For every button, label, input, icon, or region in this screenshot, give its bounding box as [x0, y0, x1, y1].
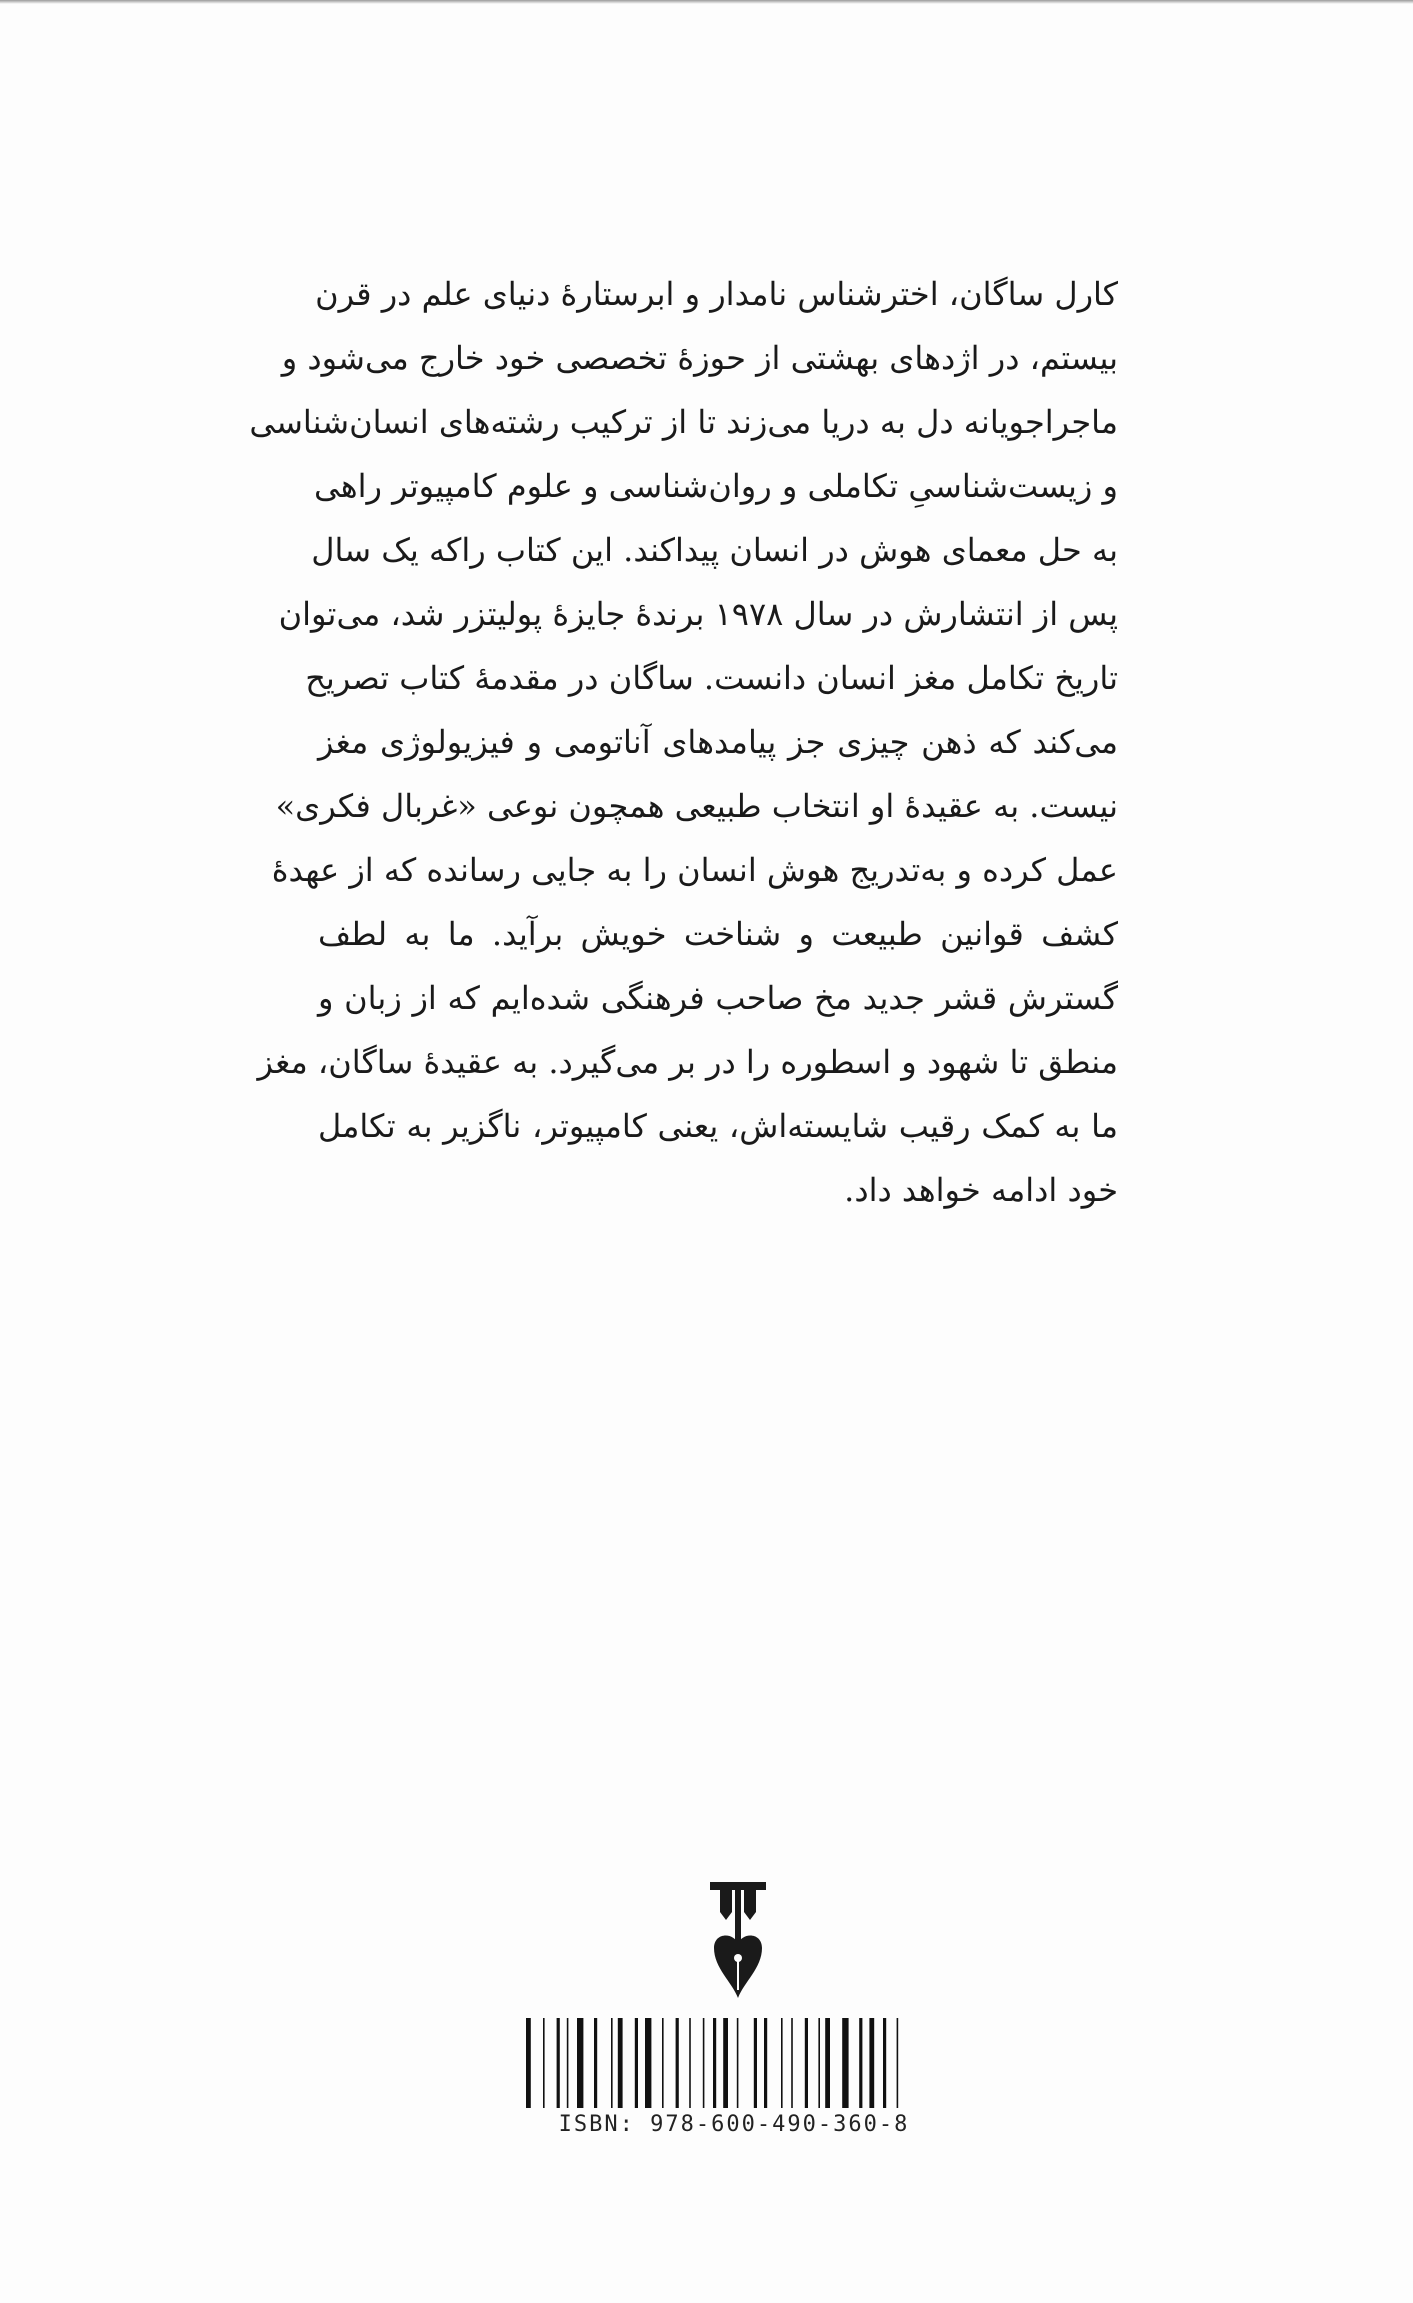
blurb-line: گسترش قشر جدید مخ صاحب فرهنگی شده‌ایم که از زبان و [318, 979, 1118, 1017]
barcode-bar [818, 2018, 820, 2108]
barcode-bar [869, 2018, 874, 2108]
blurb-line: منطق تا شهود و اسطوره را در بر می‌گیرد. به عقیدهٔ ساگان، مغز [257, 1043, 1118, 1081]
blurb-line: کشف قوانین طبیعت و شناخت خویش برآید. ما به لطف [318, 915, 1118, 953]
barcode-bar [897, 2018, 899, 2108]
barcode-bar [543, 2018, 545, 2108]
barcode-bar [754, 2018, 757, 2108]
barcode-bar [825, 2018, 830, 2108]
blurb-line: بیستم، در اژدهای بهشتی از حوزهٔ تخصصی خود خارج می‌شود و [281, 339, 1118, 377]
barcode-bar [883, 2018, 886, 2108]
barcode-bar [577, 2018, 583, 2108]
barcode-bar [594, 2018, 597, 2108]
barcode-bar [567, 2018, 569, 2108]
barcode-bar [618, 2018, 623, 2108]
barcode-bar [791, 2018, 793, 2108]
pen-nib-logo-icon [710, 1882, 766, 2000]
barcode-bar [703, 2018, 705, 2108]
barcode-bar [662, 2018, 664, 2108]
blurb-line: و زیست‌شناسیِ تکاملی و روان‌شناسی و علوم کامپیوتر راهی [314, 467, 1118, 505]
barcode-bar [781, 2018, 783, 2108]
blurb-line: پس از انتشارش در سال ۱۹۷۸ برندهٔ جایزهٔ پولیتزر شد، می‌توان [278, 595, 1118, 633]
book-blurb [249, 262, 1119, 1222]
blurb-line: می‌کند که ذهن چیزی جز پیامدهای آناتومی و فیزیولوژی مغز [318, 723, 1119, 761]
barcode-bar [526, 2018, 531, 2108]
barcode-bar [557, 2018, 560, 2108]
blurb-line: تاریخ تکامل مغز انسان دانست. ساگان در مقدمهٔ کتاب تصریح [305, 659, 1118, 697]
barcode-bar [635, 2018, 638, 2108]
blurb-line: به حل معمای هوش در انسان پیداکند. این کتاب راکه یک سال [311, 531, 1118, 569]
blurb-line: ماجراجویانه دل به دریا می‌زند تا از ترکیب رشته‌های انسان‌شناسی [249, 403, 1118, 441]
blurb-line: عمل کرده و به‌تدریج هوش انسان را به جایی رسانده که از عهدهٔ [271, 851, 1118, 889]
barcode-bar [842, 2018, 848, 2108]
barcode-bar [764, 2018, 767, 2108]
blurb-line: خود ادامه خواهد داد. [844, 1171, 1118, 1209]
blurb-line: نیست. به عقیدهٔ او انتخاب طبیعی همچون نوعی «غربال فکری» [275, 787, 1118, 825]
isbn-number: ISBN: 978-600-490-360-8 [558, 2112, 910, 2137]
barcode-bar [645, 2018, 651, 2108]
blurb-line: ما به کمک رقیب شایسته‌اش، یعنی کامپیوتر، ناگزیر به تکامل [318, 1107, 1118, 1145]
barcode-bar [805, 2018, 808, 2108]
barcode-bar [689, 2018, 691, 2108]
barcode-bar [713, 2018, 716, 2108]
barcode-bar [611, 2018, 613, 2108]
barcode [520, 2018, 948, 2108]
barcode-bar [859, 2018, 862, 2108]
barcode-bar [723, 2018, 728, 2108]
barcode-bar [737, 2018, 739, 2108]
cover-top-edge [0, 0, 1413, 4]
barcode-bar [676, 2018, 679, 2108]
blurb-line: کارل ساگان، اخترشناس نامدار و ابرستارهٔ دنیای علم در قرن [315, 275, 1118, 313]
